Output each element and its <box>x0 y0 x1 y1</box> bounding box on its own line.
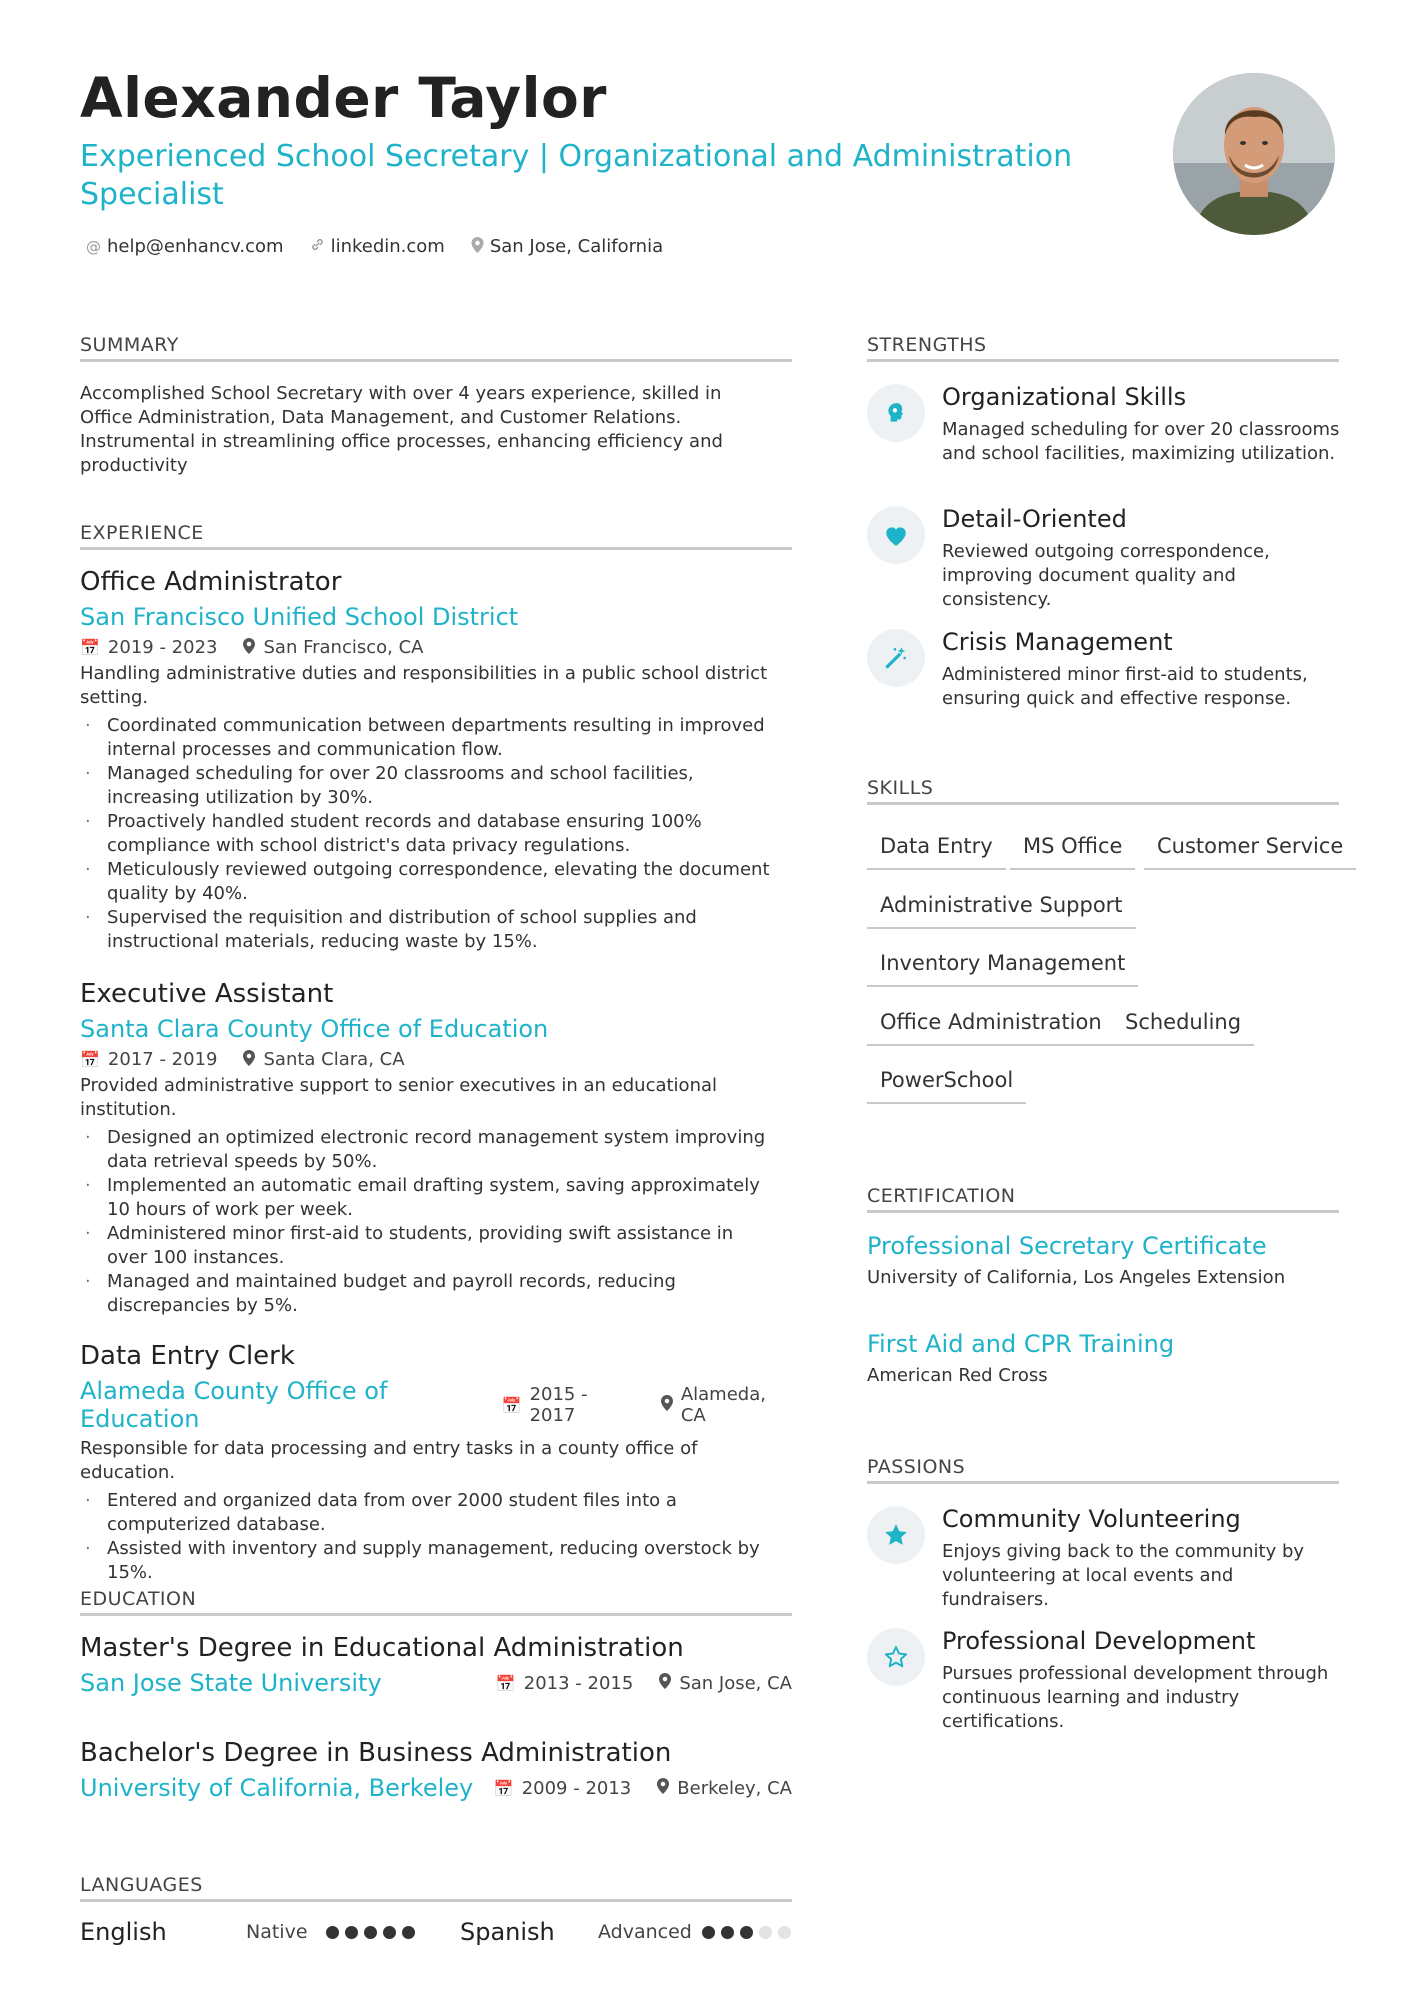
job-dates: 2015 - 2017 <box>529 1384 588 1426</box>
job-location: Santa Clara, CA <box>263 1049 405 1070</box>
skill-tag: Office Administration <box>867 1010 1115 1046</box>
calendar-icon: 📅 <box>495 1673 516 1693</box>
job-title: Executive Assistant <box>80 979 334 1009</box>
strength-description: Managed scheduling for over 20 classrooms and school facilities, maximizing utilization. <box>942 419 1340 464</box>
location-pin-icon <box>661 1395 673 1415</box>
passion-title: Community Volunteering <box>942 1505 1241 1533</box>
job-organization: Santa Clara County Office of Education <box>80 1015 549 1043</box>
job-location: San Francisco, CA <box>263 637 424 658</box>
job-dates: 2017 - 2019 <box>107 1049 218 1070</box>
experience-divider <box>80 547 792 550</box>
education-section-title: EDUCATION <box>80 1588 197 1610</box>
rating-dot-filled <box>383 1926 396 1939</box>
languages-section-title: LANGUAGES <box>80 1874 203 1896</box>
star-filled-icon <box>867 1506 925 1564</box>
job-bullet: · Assisted with inventory and supply management, reducing overstock by 15%. <box>80 1537 770 1585</box>
skills-section-title: SKILLS <box>867 777 934 799</box>
summary-section-title: SUMMARY <box>80 334 179 356</box>
rating-dot-empty <box>778 1926 791 1939</box>
strength-description: Administered minor first-aid to students, ensuring quick and effective response. <box>942 664 1308 709</box>
education-dates: 2009 - 2013 <box>521 1777 632 1799</box>
rating-dot-filled <box>402 1926 415 1939</box>
location-pin-icon <box>657 1778 669 1798</box>
skill-tag: Inventory Management <box>867 951 1138 987</box>
passions-section-title: PASSIONS <box>867 1456 966 1478</box>
education-entry <box>80 1738 792 1802</box>
strengths-section-title: STRENGTHS <box>867 334 987 356</box>
brain-icon <box>867 384 925 442</box>
job-location: Alameda, CA <box>680 1384 766 1426</box>
job-description: Handling administrative duties and responsibilities in a public school district setting. <box>80 663 768 708</box>
calendar-icon: 📅 <box>493 1778 514 1798</box>
avatar <box>1173 73 1335 235</box>
job-description: Provided administrative support to senior executives in an educational institution. <box>80 1075 718 1120</box>
job-description: Responsible for data processing and entry tasks in a county office of education. <box>80 1438 698 1483</box>
location-pin-icon <box>243 1050 255 1070</box>
certificate-title: Professional Secretary Certificate <box>867 1232 1267 1260</box>
job-title: Office Administrator <box>80 567 342 597</box>
degree-title: Master's Degree in Educational Administration <box>80 1633 684 1663</box>
language-name: English <box>80 1918 167 1946</box>
skills-divider <box>867 802 1339 805</box>
education-divider <box>80 1613 792 1616</box>
language-rating <box>326 1926 460 1939</box>
strength-title: Crisis Management <box>942 628 1173 656</box>
language-name: Spanish <box>460 1918 555 1946</box>
job-organization: San Francisco Unified School District <box>80 603 519 631</box>
job-bullet: · Coordinated communication between departments resulting in improved internal processes and communication flow. <box>80 714 770 762</box>
education-dates: 2013 - 2015 <box>523 1672 634 1694</box>
languages-row <box>80 1918 792 1946</box>
candidate-name: Alexander Taylor <box>80 66 607 130</box>
candidate-headline: Experienced School Secretary | Organizational and Administration Specialist <box>80 139 1073 212</box>
contact-location <box>471 236 663 257</box>
strength-description: Reviewed outgoing correspondence, improving document quality and consistency. <box>942 541 1270 610</box>
calendar-icon: 📅 <box>80 1050 100 1069</box>
heart-icon <box>867 506 925 564</box>
job-bullet: · Entered and organized data from over 2000 student files into a computerized database. <box>80 1489 770 1537</box>
education-location: Berkeley, CA <box>677 1777 792 1799</box>
skill-tag: Administrative Support <box>867 893 1136 929</box>
skill-tag: MS Office <box>1010 834 1135 870</box>
experience-section-title: EXPERIENCE <box>80 522 204 544</box>
degree-title: Bachelor's Degree in Business Administration <box>80 1738 672 1768</box>
rating-dot-filled <box>721 1926 734 1939</box>
skill-tag: Customer Service <box>1144 834 1356 870</box>
skill-tag: Data Entry <box>867 834 1006 870</box>
job-title: Data Entry Clerk <box>80 1341 295 1371</box>
rating-dot-filled <box>326 1926 339 1939</box>
at-icon: @ <box>86 237 101 256</box>
job-bullet: · Supervised the requisition and distribution of school supplies and instructional materials, reducing waste by 15%. <box>80 906 770 954</box>
calendar-icon: 📅 <box>80 638 100 657</box>
link-icon <box>310 237 325 256</box>
school-name: University of California, Berkeley <box>80 1774 474 1802</box>
location-pin-icon <box>471 237 484 257</box>
location-text: San Jose, California <box>489 236 664 257</box>
strength-title: Organizational Skills <box>942 383 1187 411</box>
location-pin-icon <box>243 638 255 658</box>
language-level: Native <box>246 1921 308 1943</box>
summary-divider <box>80 359 792 362</box>
job-bullet: · Managed scheduling for over 20 classrooms and school facilities, increasing utilization by 30%. <box>80 762 770 810</box>
skill-tag: PowerSchool <box>867 1068 1026 1104</box>
certificate-issuer: American Red Cross <box>867 1365 1048 1386</box>
experience-entry <box>80 1341 792 1585</box>
education-location: San Jose, CA <box>679 1672 792 1694</box>
job-bullet: · Managed and maintained budget and payroll records, reducing discrepancies by 5%. <box>80 1270 770 1318</box>
job-bullet: · Proactively handled student records and database ensuring 100% compliance with school district's data privacy regulations. <box>80 810 770 858</box>
star-outline-icon <box>867 1628 925 1686</box>
job-dates: 2019 - 2023 <box>107 637 218 658</box>
certification-divider <box>867 1210 1339 1213</box>
magic-wand-icon <box>867 629 925 687</box>
passion-title: Professional Development <box>942 1627 1256 1655</box>
linkedin-text: linkedin.com <box>330 236 445 257</box>
school-name: San Jose State University <box>80 1669 382 1697</box>
experience-entry <box>80 567 792 954</box>
passion-description: Enjoys giving back to the community by volunteering at local events and fundraisers. <box>942 1541 1305 1610</box>
contact-linkedin[interactable] <box>310 236 445 257</box>
strength-title: Detail-Oriented <box>942 505 1127 533</box>
education-entry <box>80 1633 792 1697</box>
job-bullet: · Designed an optimized electronic record management system improving data retrieval speeds by 50%. <box>80 1126 770 1174</box>
certification-section-title: CERTIFICATION <box>867 1185 1016 1207</box>
experience-entry <box>80 979 792 1318</box>
contact-email[interactable] <box>86 236 284 257</box>
location-pin-icon <box>659 1673 671 1693</box>
rating-dot-filled <box>740 1926 753 1939</box>
language-level: Advanced <box>598 1921 692 1943</box>
contact-bar <box>86 236 663 257</box>
summary-text: Accomplished School Secretary with over 4 years experience, skilled in Office Administration, Data Management, and Customer Relations. Instrumental in streamlining office processes, enhancing efficiency and productivity <box>80 383 723 476</box>
certificate-title: First Aid and CPR Training <box>867 1330 1175 1358</box>
language-rating <box>702 1926 791 1939</box>
passion-description: Pursues professional development through continuous learning and industry certifications. <box>942 1663 1329 1732</box>
job-bullet: · Administered minor first-aid to students, providing swift assistance in over 100 instances. <box>80 1222 770 1270</box>
rating-dot-filled <box>702 1926 715 1939</box>
job-organization: Alameda County Office of Education <box>80 1377 388 1433</box>
job-bullet: · Meticulously reviewed outgoing correspondence, elevating the document quality by 40%. <box>80 858 770 906</box>
calendar-icon: 📅 <box>501 1395 522 1415</box>
rating-dot-empty <box>759 1926 772 1939</box>
email-text: help@enhancv.com <box>107 236 284 257</box>
rating-dot-filled <box>345 1926 358 1939</box>
languages-divider <box>80 1899 792 1902</box>
passions-divider <box>867 1481 1339 1484</box>
rating-dot-filled <box>364 1926 377 1939</box>
skill-tag: Scheduling <box>1112 1010 1254 1046</box>
job-bullet: · Implemented an automatic email drafting system, saving approximately 10 hours of work per week. <box>80 1174 770 1222</box>
certificate-issuer: University of California, Los Angeles Extension <box>867 1267 1286 1288</box>
strengths-divider <box>867 359 1339 362</box>
